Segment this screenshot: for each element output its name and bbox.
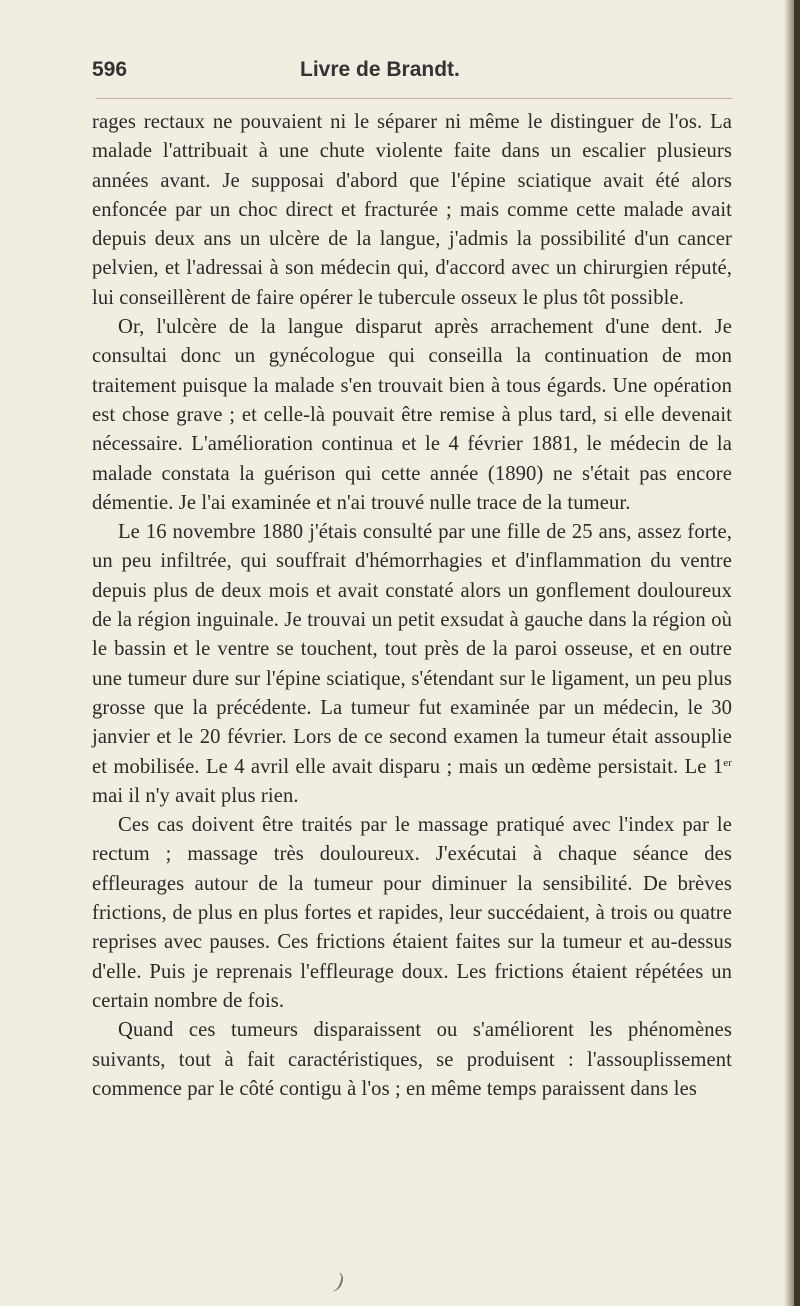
page-edge-dark xyxy=(794,0,800,1306)
ordinal-number: 1 xyxy=(712,755,724,778)
paragraph-3-end: mai il n'y avait plus rien. xyxy=(92,784,299,807)
footer-mark: ) xyxy=(333,1267,346,1294)
paragraph-2: Or, l'ulcère de la langue disparut après arrachement d'une dent. Je consultai donc un gynécologue qui conseilla la continuation de mon traitement puisque la malade s'en trouvait bien à tous égards. Une opération est chose grave ; et celle-là pouvait être remise à plus tard, si elle devenait nécessaire. L'amélioration continua et le 4 février 1881, le médecin de la malade constata la guérison qui cette année (1890) ne s'était pas encore démentie. Je l'ai examinée et n'ai trouvé nulle trace de la tumeur. xyxy=(92,316,732,514)
body-text xyxy=(92,108,732,1104)
paragraph-3 xyxy=(92,518,732,811)
running-title: Livre de Brandt. xyxy=(300,58,460,81)
ordinal-superscript: er xyxy=(723,756,733,769)
paragraph-3-text: Le 16 novembre 1880 j'étais consulté par une fille de 25 ans, assez forte, un peu infiltrée, qui souffrait d'hémorrhagies et d'inflammation du ventre depuis plus de deux mois et avait constaté alors un gonflement douloureux de la région inguinale. Je trouvai un petit exsudat à gauche dans la région où le bassin et le ventre se touchent, tout près de la paroi osseuse, et en outre une tumeur dure sur l'épine sciatique, s'étendant sur le ligament, un peu plus grosse que la précédente. La tumeur fut examinée par un médecin, le 30 janvier et le 20 février. Lors de ce second examen la tumeur était assouplie et mobilisée. Le 4 avril elle avait disparu ; mais un œdème persistait. Le xyxy=(92,521,732,778)
page-number: 596 xyxy=(92,58,128,81)
page-header xyxy=(92,58,732,88)
paragraph-4: Ces cas doivent être traités par le massage pratiqué avec l'index par le rectum ; massage très douloureux. J'exécutai à chaque séance des effleurages autour de la tumeur pour diminuer la sensibilité. De brèves frictions, de plus en plus fortes et rapides, leur succédaient, à trois ou quatre reprises avec pauses. Ces frictions étaient faites sur la tumeur et au-dessus d'elle. Puis je reprenais l'effleurage doux. Les frictions étaient répétées un certain nombre de fois. xyxy=(92,814,732,1012)
paragraph-1: rages rectaux ne pouvaient ni le séparer ni même le distinguer de l'os. La malade l'attribuait à une chute violente faite dans un escalier plusieurs années avant. Je supposai d'abord que l'épine sciatique avait été alors enfoncée par un choc direct et fracturée ; mais comme cette malade avait depuis deux ans un ulcère de la langue, j'admis la possibilité d'un cancer pelvien, et l'adressai à son médecin qui, d'accord avec un chirurgien réputé, lui conseillèrent de faire opérer le tubercule osseux le plus tôt possible. xyxy=(92,111,732,309)
paragraph-5: Quand ces tumeurs disparaissent ou s'améliorent les phénomènes suivants, tout à fait caractéristiques, se produisent : l'assouplissement commence par le côté contigu à l'os ; en même temps paraissent dans les xyxy=(92,1019,732,1100)
header-rule xyxy=(96,98,732,99)
